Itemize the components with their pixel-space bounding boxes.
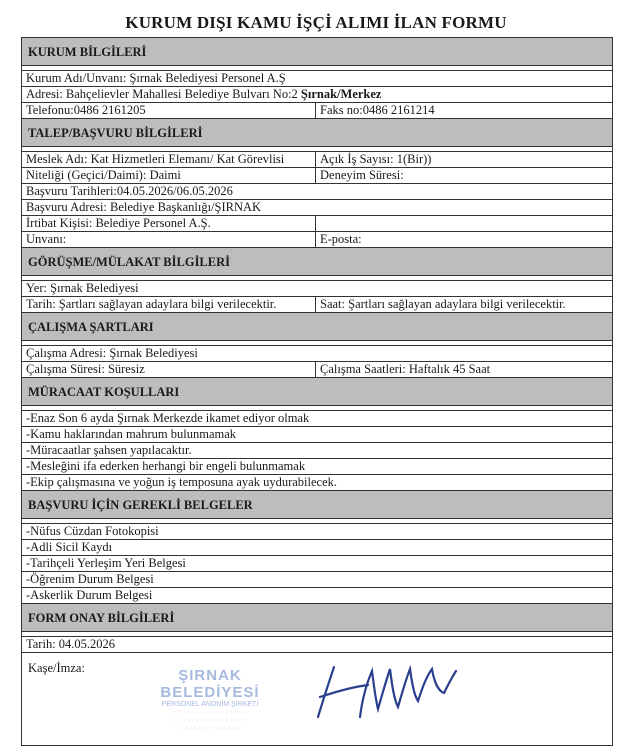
gorusme-yer-row — [22, 281, 612, 297]
kurum-adres-city: Şırnak/Merkez — [300, 87, 382, 101]
talep-meslek-row — [22, 152, 612, 168]
belge-item-1: -Nüfus Cüzdan Fotokopisi — [26, 524, 159, 538]
talep-nitelik-row — [22, 168, 612, 184]
section-header-gorusme: GÖRÜŞME/MÜLAKAT BİLGİLERİ — [22, 248, 612, 276]
talep-irtibat: İrtibat Kişisi: Belediye Personel A.Ş. — [22, 216, 316, 231]
muracaat-item-5: -Ekip çalışmasına ve yoğun iş temposuna ayak uydurabilecek. — [26, 475, 338, 489]
belge-item-2: -Adli Sicil Kaydı — [26, 540, 113, 554]
onay-tarih: Tarih: 04.05.2026 — [26, 637, 116, 651]
gorusme-saat: Saat: Şartları sağlayan adaylara bilgi verilecektir. — [320, 297, 566, 311]
talep-eposta: E-posta: — [320, 232, 362, 246]
calisma-sure-row — [22, 362, 612, 378]
talep-meslek: Meslek Adı: Kat Hizmetleri Elemanı/ Kat Görevlisi — [22, 152, 316, 167]
muracaat-item-4: -Mesleğini ifa ederken herhangi bir engeli bulunmamak — [26, 459, 306, 473]
stamp-subtitle: PERSONEL ANONİM ŞİRKETİ — [161, 701, 259, 708]
talep-adresi: Başvuru Adresi: Belediye Başkanlığı/ŞIRNAK — [26, 200, 262, 214]
form-title: KURUM DIŞI KAMU İŞÇİ ALIMI İLAN FORMU — [125, 13, 507, 32]
calisma-suresi: Çalışma Süresi: Süresiz — [22, 362, 316, 377]
list-item — [22, 411, 612, 427]
list-item — [22, 540, 612, 556]
kurum-telefon: Telefonu:0486 2161205 — [22, 103, 316, 118]
list-item — [22, 556, 612, 572]
list-item — [22, 524, 612, 540]
section-header-kurum: KURUM BİLGİLERİ — [22, 38, 612, 66]
kurum-adi-row — [22, 71, 612, 87]
kurum-adres-row — [22, 87, 612, 103]
talep-unvani: Unvanı: — [22, 232, 316, 247]
gorusme-yer: Yer: Şırnak Belediyesi — [26, 281, 139, 295]
section-header-calisma: ÇALIŞMA ŞARTLARI — [22, 313, 612, 341]
belge-item-3: -Tarihçeli Yerleşim Yeri Belgesi — [26, 556, 186, 570]
section-header-muracaat: MÜRACAAT KOŞULLARI — [22, 378, 612, 406]
talep-irtibat-row — [22, 216, 612, 232]
gorusme-tarih-row — [22, 297, 612, 313]
handwritten-signature — [290, 657, 460, 727]
belge-item-5: -Askerlik Durum Belgesi — [26, 588, 153, 602]
muracaat-item-2: -Kamu haklarından mahrum bulunmamak — [26, 427, 237, 441]
calisma-saatleri: Çalışma Saatleri: Haftalık 45 Saat — [320, 362, 491, 376]
list-item — [22, 475, 612, 491]
talep-irtibat-empty — [316, 216, 612, 231]
kurum-faks: Faks no:0486 2161214 — [320, 103, 435, 117]
list-item — [22, 427, 612, 443]
kurum-adres-text: Adresi: Bahçelievler Mahallesi Belediye Bulvarı No:2 — [26, 87, 301, 101]
belge-item-4: -Öğrenim Durum Belgesi — [26, 572, 154, 586]
list-item — [22, 459, 612, 475]
official-stamp — [130, 667, 290, 732]
muracaat-item-3: -Müracaatlar şahsen yapılacaktır. — [26, 443, 192, 457]
kurum-adi: Kurum Adı/Unvanı: Şırnak Belediyesi Personel A.Ş — [26, 71, 286, 85]
talep-adres-row — [22, 200, 612, 216]
talep-acik-is: Açık İş Sayısı: 1(Bir)) — [320, 152, 432, 166]
talep-deneyim: Deneyim Süresi: — [320, 168, 404, 182]
kurum-telefon-row — [22, 103, 612, 119]
signature-row — [22, 653, 612, 745]
list-item — [22, 588, 612, 604]
kurum-adres — [22, 87, 612, 102]
kase-imza-label: Kaşe/İmza: — [28, 661, 85, 675]
stamp-title: ŞIRNAK BELEDİYESİ — [160, 667, 260, 701]
muracaat-item-1: -Enaz Son 6 ayda Şırnak Merkezde ikamet ediyor olmak — [26, 411, 310, 425]
stamp-fineprint: · · · · · · · · · · · · · · · · · · · · · · · · · · · · · · · · · · · · · · · · · · · · · · · · — [174, 709, 246, 732]
list-item — [22, 572, 612, 588]
gorusme-tarih: Tarih: Şartları sağlayan adaylara bilgi verilecektir. — [22, 297, 316, 312]
talep-tarihleri: Başvuru Tarihleri:04.05.2026/06.05.2026 — [26, 184, 233, 198]
section-header-onay: FORM ONAY BİLGİLERİ — [22, 604, 612, 632]
list-item — [22, 443, 612, 459]
calisma-adres-row — [22, 346, 612, 362]
talep-tarih-row — [22, 184, 612, 200]
section-header-belgeler: BAŞVURU İÇİN GEREKLİ BELGELER — [22, 491, 612, 519]
form-table — [21, 37, 613, 746]
calisma-adresi: Çalışma Adresi: Şırnak Belediyesi — [26, 346, 198, 360]
onay-tarih-row — [22, 637, 612, 653]
section-header-talep: TALEP/BAŞVURU BİLGİLERİ — [22, 119, 612, 147]
talep-niteligi: Niteliği (Geçici/Daimi): Daimi — [22, 168, 316, 183]
talep-unvan-row — [22, 232, 612, 248]
